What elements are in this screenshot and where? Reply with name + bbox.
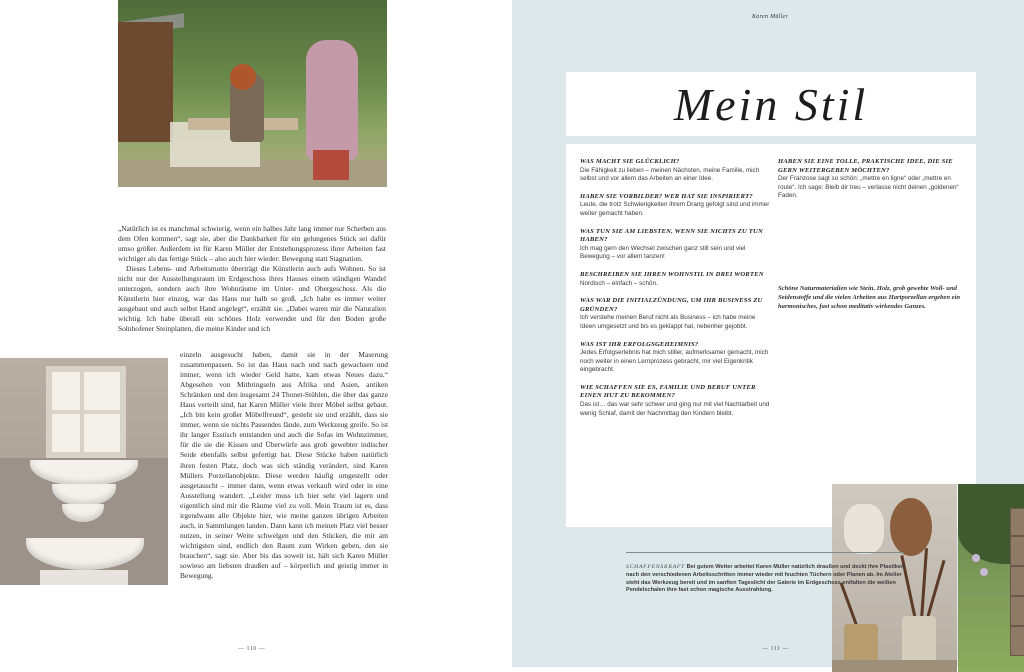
interview-question: HABEN SIE VORBILDER? WER HAT SIE INSPIRIERT? (580, 192, 753, 200)
interview-question: HABEN SIE EINE TOLLE, PRAKTISCHE IDEE, DIE SIE GERN WEITERGEBEN MÖCHTEN? (778, 158, 953, 174)
interview-column-right (778, 158, 968, 210)
page-number: — 111 — (762, 646, 790, 652)
interview-panel (566, 144, 976, 527)
jar (902, 616, 936, 664)
stacked-block (1010, 566, 1024, 596)
pull-quote: Schöne Naturmaterialien wie Stein, Holz, grob gewebte Woll- und Seidenstoffe und die vielen Arbeiten aus Hartporzellan ergeben ein harmonisches, fast schon meditativ wirkendes Ganzes. (778, 285, 961, 311)
interview-item (580, 228, 770, 262)
photo-caption (626, 564, 916, 595)
interview-answer: Der Franzose sagt so schön: „mettre en ligne“ oder „mettre en route“. Ich sage: Bleib dir treu – verlasse nicht deinen „goldenen“ Faden. (778, 175, 959, 200)
article-column-bottom (180, 350, 388, 581)
brush (926, 560, 945, 619)
running-head: Karen Müller (752, 14, 789, 20)
page-title: Mein Stil (673, 78, 869, 130)
interview-answer: Leute, die trotz Schwierigkeiten ihrem Drang gefolgt sind und immer weiter gemacht haben. (580, 201, 770, 217)
artist-photo (118, 0, 387, 187)
plinth (40, 570, 128, 585)
stacked-block (1010, 626, 1024, 656)
interview-item (580, 384, 770, 418)
white-mask (844, 504, 884, 554)
stacked-block (1010, 536, 1024, 566)
bowls-photo (0, 358, 168, 585)
page-number: — 110 — (238, 646, 266, 652)
interview-item (778, 158, 968, 201)
workbench (832, 660, 957, 672)
interview-answer: Ich verstehe meinen Beruf nicht als Business – ich habe meine Ideen umgesetzt und bis es geklappt hat, nebenher gejobbt. (580, 314, 756, 330)
covered-sculpture (306, 40, 358, 160)
interview-answer: Jedes Erfolgserlebnis hat mich stiller, aufmerksamer gemacht, mich noch weiter in einen Lernprozess gebracht, mir viel Eigenkritik eingebracht. (580, 349, 769, 374)
interview-item (580, 193, 770, 219)
interview-item (580, 271, 770, 288)
interview-item (580, 341, 770, 375)
left-page (0, 0, 512, 667)
interview-item (580, 297, 770, 331)
article-column-top (118, 224, 386, 335)
article-paragraph: „Natürlich ist es manchmal schwierig, wenn ein halbes Jahr lang immer nur Scherben aus dem Ofen kommen“, sagt sie, aber die Dankbarkeit für ein gelungenes Stück sei dafür umso größer. Außerdem ist für Karen Müller der Entstehungsprozess ihrer Arbeiten fast wichtiger als das fertige Stück – also auch hier wieder: Bewegung statt Stagnation. (118, 224, 386, 264)
interview-question: WIE SCHAFFEN SIE ES, FAMILIE UND BERUF UNTER EINEN HUT ZU BEKOMMEN? (580, 383, 756, 400)
interview-answer: Nordisch – einfach – schön. (580, 279, 658, 287)
window-bar-horizontal (48, 410, 124, 414)
article-paragraph: einzeln ausgesucht haben, damit sie in der Maserung zusammenpassen. So ist das Haus nach und nach gewachsen und immer, wenn ich wieder Geld hatte, kam etwas Neues dazu.“ Abgesehen von Mitbringseln aus Afrika und Asien, antiken Schränken und den insgesamt 24 Thonet-Stühlen, die über das ganze Haus verteilt sind, hat Karen Müller viele ihrer Möbel selbst gebaut. „Ich bin kein großer Möbelfreund“, gesteht sie und erzählt, dass sie immer, wenn sie nichts Passendes fände, zum Werkzeug greife. So ist ihr langer Esstisch entstanden und auch die Sofas im Wohnzimmer, für die sie die Kissen und Überwürfe aus grob gewebter indischer Seide ebenfalls selbst gefertigt hat. Diese Stücke haben natürlich ihren festen Platz, doch was sich ständig verändert, sind Karen Müllers Porzellanobjekte. Diese werden häufig umgestellt oder ausgetauscht – immer dann, wenn etwas verkauft wird oder in eine Ausstellung wandert. „Leider muss ich hier sehr viel lagern und eigentlich sind mir die Räume viel zu voll. Mein Traum ist es, dass irgendwann alle Objekte hier, wie meine ganzen übrigen Arbeiten auch, in Sammlungen landen. Dann kann ich meinen Platz viel besser nutzen, in seiner Weite schwelgen und den Stücken, die mir am wichtigsten sind, endlich den Raum zum Wirken geben, den sie brauchen“, sagt sie. Aber bis das soweit ist, hält sich Karen Müller sowieso am liebsten draußen auf – körperlich und geistig immer in Bewegung. (180, 350, 388, 581)
interview-item (580, 158, 770, 184)
interview-question: BESCHREIBEN SIE IHREN WOHNSTIL IN DREI WORTEN (580, 270, 764, 278)
shed (118, 22, 173, 142)
sculpture-base (313, 150, 349, 180)
interview-answer: Das ist… das war sehr schwer und ging nur mit viel Nachtarbeit und wenig Schlaf, damit der Nachmittag den Kindern bleibt. (580, 401, 770, 417)
interview-question: WAS WAR DIE INITIALZÜNDUNG, UM IHR BUSINESS ZU GRÜNDEN? (580, 297, 763, 313)
interview-column-left (580, 158, 770, 427)
interview-question: WAS MACHT SIE GLÜCKLICH? (580, 158, 680, 165)
stacked-block (1010, 596, 1024, 626)
brush (920, 548, 928, 620)
stacked-block (1010, 508, 1024, 536)
interview-answer: Die Fähigkeit zu lieben – meinen Nächsten, meine Familie, mich selbst und vor allem das Arbeiten an einer Idee. (580, 166, 760, 183)
article-paragraph: Dieses Lebens- und Arbeitsmotto überträgt die Künstlerin auch aufs Wohnen. So ist nicht nur der Ausstellungsraum im Erdgeschoss ihres Hauses einem ständigen Wandel unterzogen, sondern auch ihre Wohnräume im Unter- und Obergeschoss. Als die Künstlerin hier einzog, war das Haus nur halb so groß. „Ich habe es immer weiter ausgebaut und auch selbst Hand angelegt“, erzählt sie. „Dabei waren mir die Naturalien wichtig. Ich habe überall ein schönes Holz verwendet und für den Boden große Solnhofener Steinplatten, die meine Kinder und ich (118, 264, 386, 334)
artist-hair (230, 64, 256, 90)
caption-label: SCHAFFENSKRAFT (626, 564, 686, 570)
interview-question: WAS IST IHR ERFOLGSGEHEIMNIS? (580, 340, 699, 348)
caption-rule (626, 552, 904, 553)
title-panel (566, 72, 976, 136)
garden-photo (958, 484, 1024, 672)
flower (980, 568, 988, 576)
caption-text: Bei gutem Wetter arbeitet Karen Müller natürlich draußen und deckt ihre Plastiken nach den verschiedenen Arbeitsschritten immer wieder mit feuchten Tüchern oder Planen ab. Im Atelier steht das Werkzeug bereit und im sanften Tageslicht der Galerie im Erdgeschoss entfalten die weißen Pendelschalen ihre fast schon magische Ausstrahlung. (626, 564, 905, 594)
interview-answer: Ich mag gern den Wechsel zwischen ganz still sein und viel Bewegung – vor allem tanzen! (580, 244, 746, 261)
right-page (512, 0, 1024, 667)
flower (972, 554, 980, 562)
interview-question: WAS TUN SIE AM LIEBSTEN, WENN SIE NICHTS ZU TUN HABEN? (580, 227, 763, 244)
jar (844, 624, 878, 662)
